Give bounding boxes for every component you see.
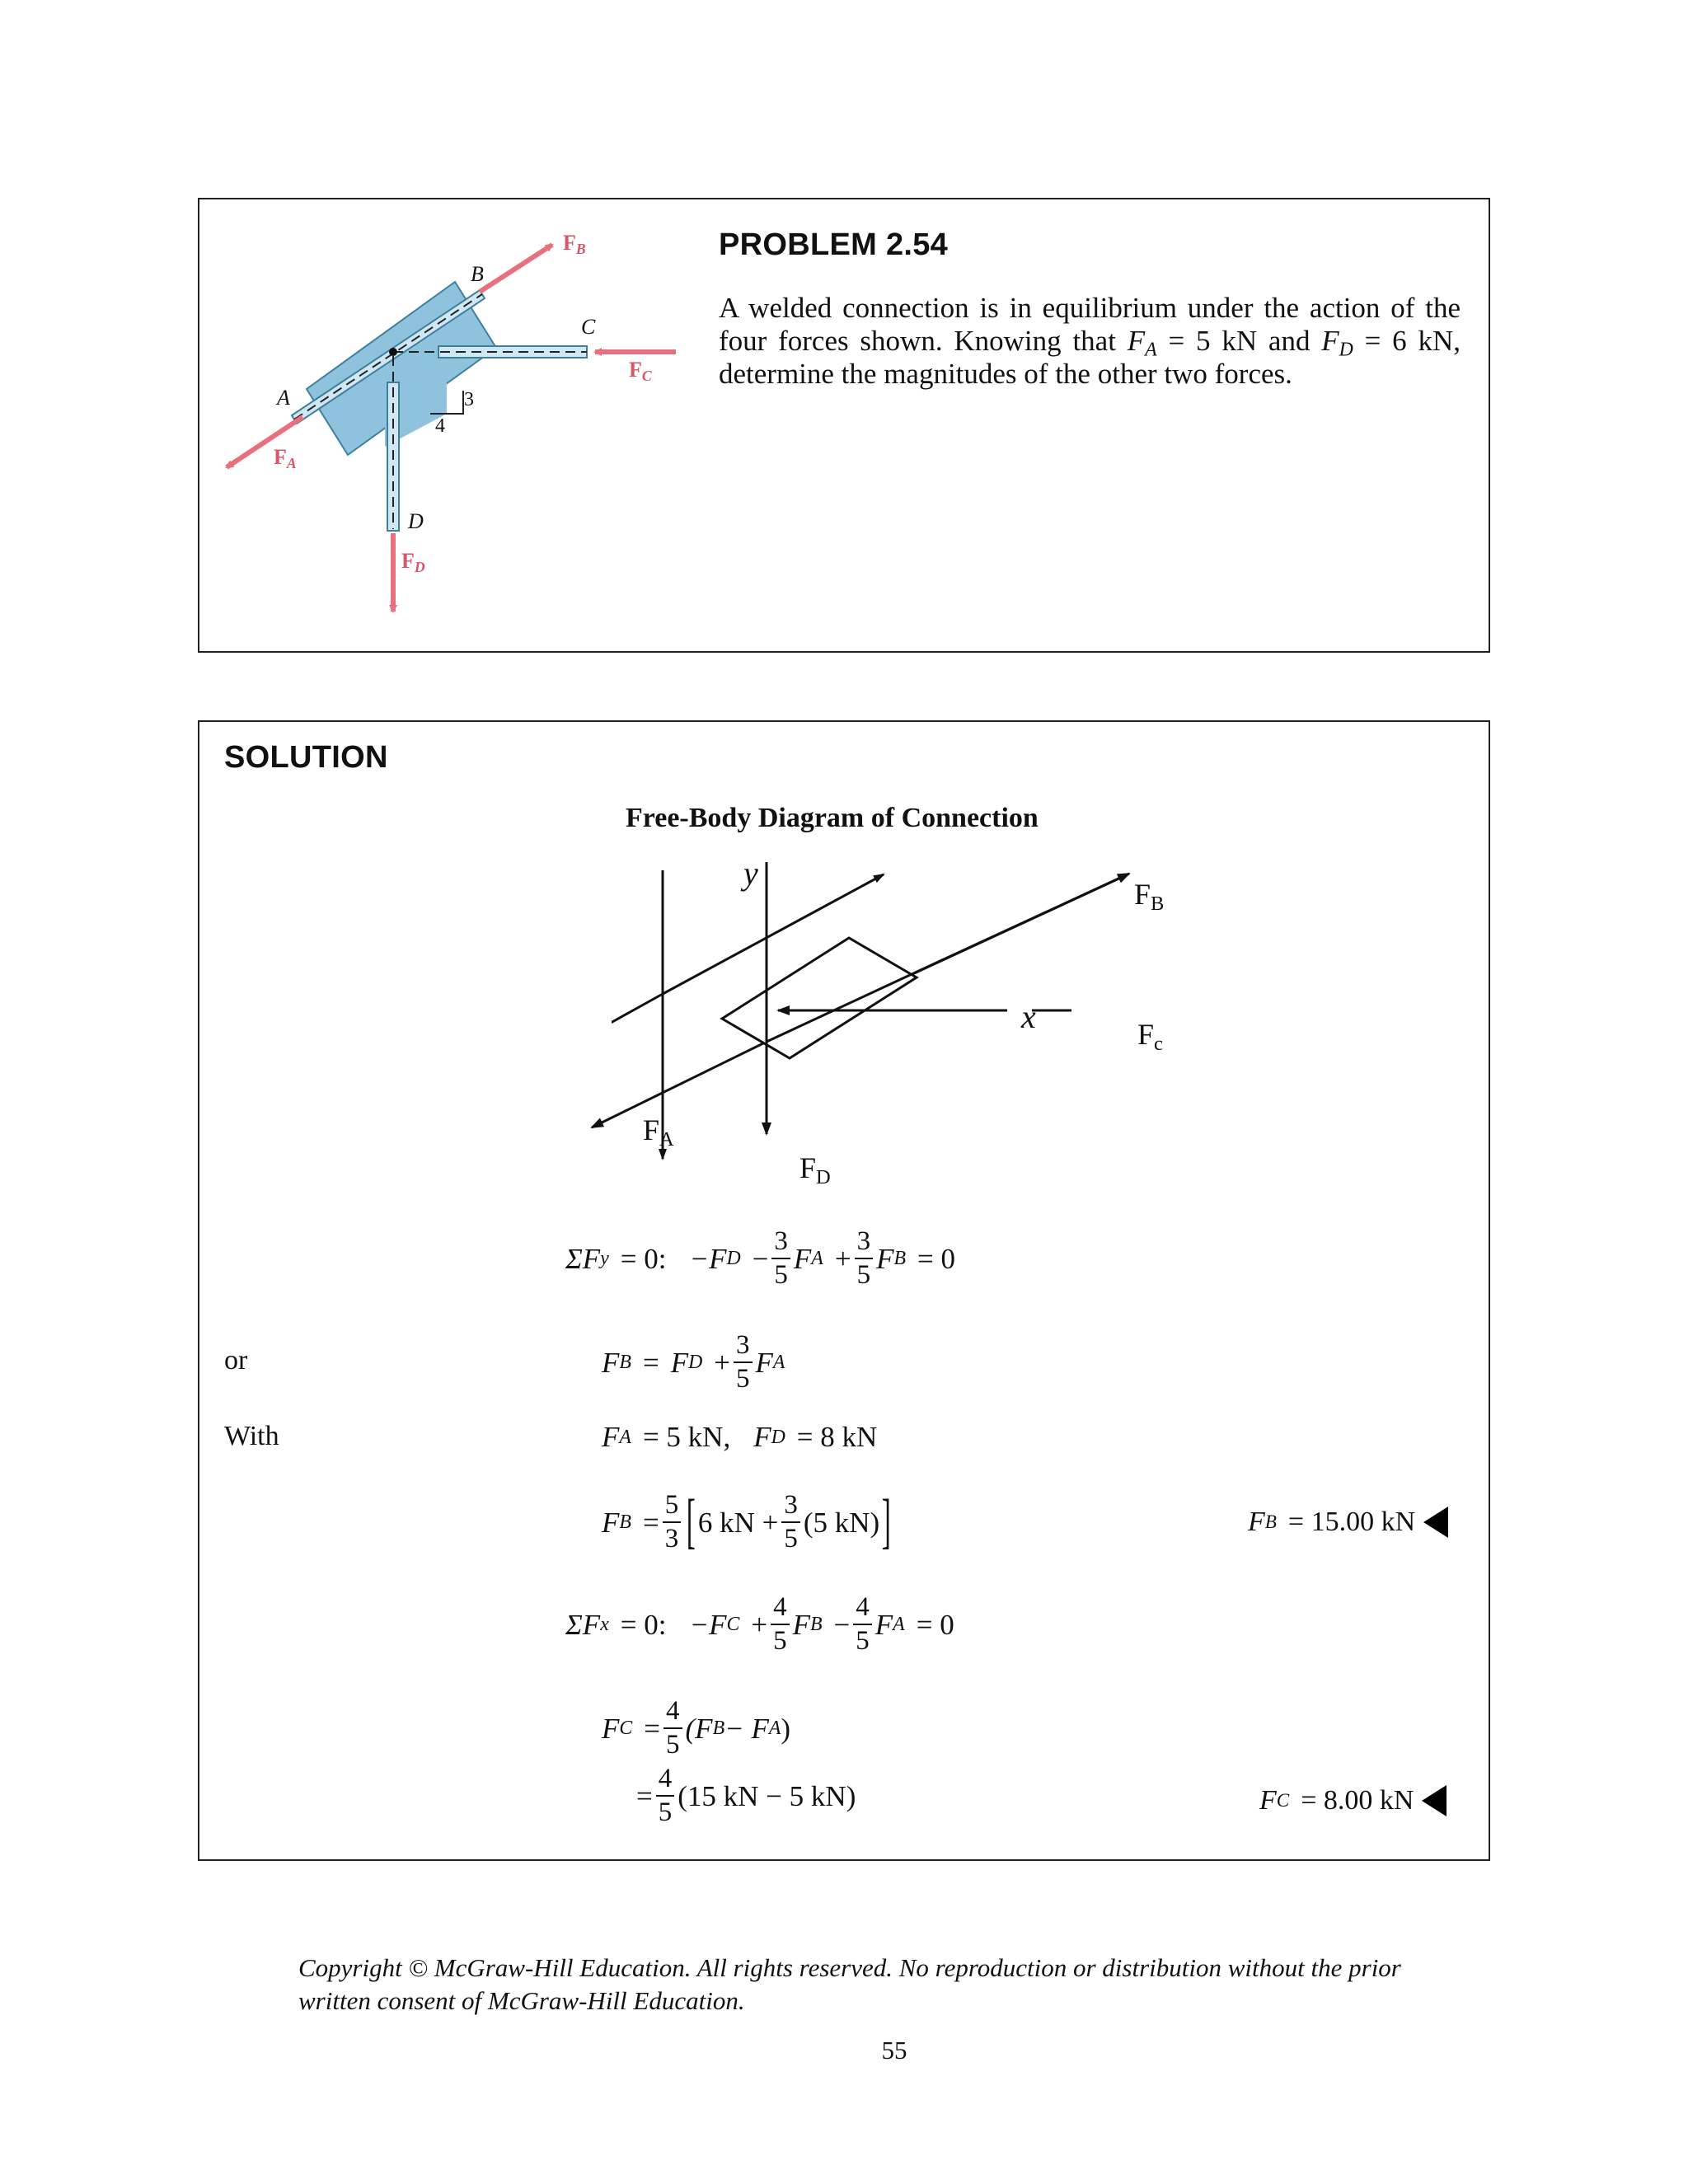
force-label-fd: $F_D$ — [401, 549, 425, 575]
answer-marker-icon — [1423, 1507, 1448, 1538]
equation-fb-numeric: F B = $\frac{5}{3}$ [ 6 kN + $\frac{3}{5}$ (5 kN) ] — [602, 1488, 892, 1556]
force-label-fc: $F_C$ — [629, 358, 652, 384]
solution-panel — [198, 720, 1490, 1861]
label-point-d: D — [408, 509, 424, 533]
fbd-label-y: y — [743, 855, 758, 892]
fbd-label-fd: $F_D$ — [799, 1151, 831, 1188]
label-point-a: A — [277, 386, 290, 410]
force-arrow-fb — [480, 245, 552, 292]
equation-sum-fx: ΣF x = 0: −F C + $\frac{4}{5}$ F B − $\frac{4}{5}$ F A = 0 — [565, 1592, 954, 1656]
slope-run-label: 4 — [435, 415, 445, 437]
label-point-b: B — [471, 262, 484, 286]
problem-panel — [198, 198, 1490, 653]
solution-heading: SOLUTION — [224, 740, 388, 775]
joint-point — [389, 348, 397, 356]
slope-rise-label: 3 — [464, 389, 474, 410]
page-number: 55 — [881, 2036, 907, 2064]
problem-title: PROBLEM 2.54 — [719, 227, 949, 262]
label-with: With — [224, 1421, 279, 1451]
copyright-notice: Copyright © McGraw-Hill Education. All rights reserved. No reproduction or distribution without the prior written consent of McGraw-Hill Education. — [298, 1953, 1401, 2015]
equation-fc-numeric: = $\frac{4}{5}$ (15 kN − 5 kN) — [636, 1764, 856, 1827]
result-fb: F B = 15.00 kN — [1248, 1507, 1448, 1538]
fbd-caption: Free-Body Diagram of Connection — [626, 803, 1039, 833]
fbd-label-fc: $F_c$ — [1137, 1018, 1163, 1055]
force-label-fa: $F_A$ — [274, 445, 297, 471]
fbd-label-fa: $F_A$ — [643, 1113, 674, 1151]
welded-connection-figure — [199, 199, 694, 644]
fbd-label-x: x — [1021, 998, 1036, 1035]
equation-given-values: F A = 5 kN, F D = 8 kN — [602, 1421, 878, 1453]
equation-fc-expression: F C = $\frac{4}{5}$ (F B − F A ) — [602, 1696, 791, 1760]
fbd-label-fb: $F_B$ — [1134, 878, 1165, 915]
fbd-sketch — [587, 862, 1164, 1225]
label-or: or — [224, 1345, 248, 1376]
result-fc: F C = 8.00 kN — [1259, 1785, 1447, 1816]
equation-sum-fy: ΣF y = 0: −F D − $\frac{3}{5}$ F A + $\frac{3}{5}$ F B = 0 — [565, 1226, 956, 1290]
answer-marker-icon — [1422, 1785, 1447, 1816]
force-label-fb: $F_B$ — [563, 231, 586, 257]
problem-statement: A welded connection is in equilibrium under the action of the four forces shown. Knowing that $F_A = 5$ kN and $F_D = 6$ kN, determine the magnitudes of the other two forces. — [719, 292, 1461, 390]
equation-fb-expression: F B = F D + $\frac{3}{5}$ F A — [602, 1330, 785, 1394]
label-point-c: C — [581, 315, 596, 339]
